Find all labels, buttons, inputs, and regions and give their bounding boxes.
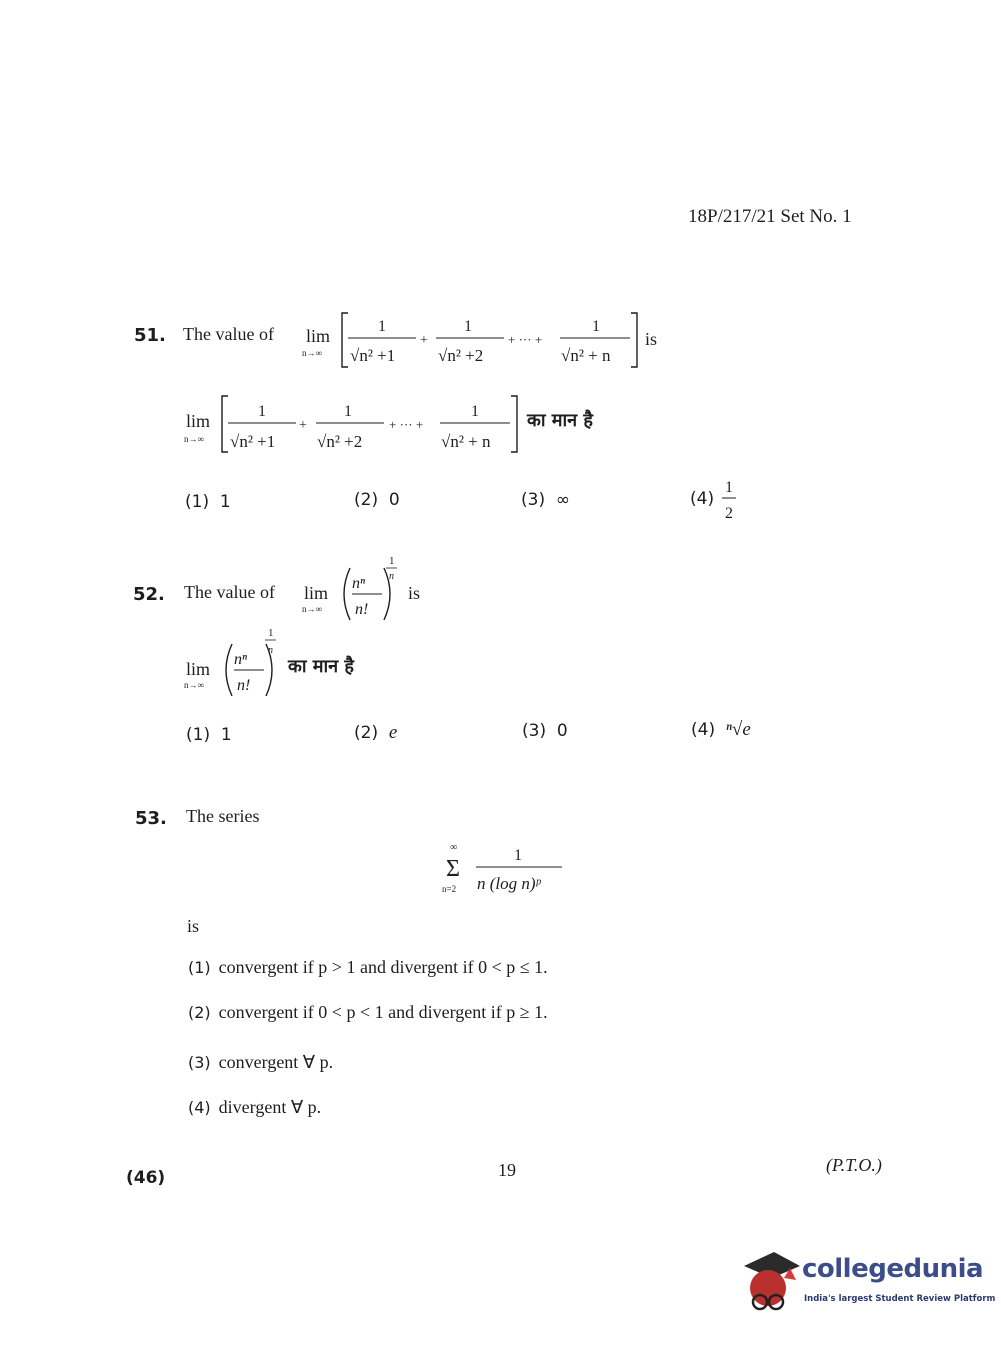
- svg-text:1: 1: [268, 627, 274, 639]
- option-1: (1) 1: [186, 725, 232, 745]
- svg-text:1: 1: [378, 318, 386, 335]
- option-3: (3) 0: [522, 721, 568, 741]
- hindi-text: का मान है: [527, 410, 593, 431]
- svg-text:1: 1: [725, 479, 733, 496]
- svg-text:+: +: [299, 418, 307, 433]
- question-number: 51.: [134, 325, 166, 346]
- option-2: (2) 0: [354, 490, 400, 510]
- mascot-icon: [740, 1250, 802, 1320]
- question-text-suffix: is: [408, 583, 421, 603]
- svg-text:lim: lim: [186, 659, 211, 679]
- hindi-text: का मान है: [288, 656, 354, 677]
- svg-text:n (log n)ᵖ: n (log n)ᵖ: [477, 874, 541, 893]
- brand-name: collegedunia: [802, 1254, 984, 1284]
- svg-text:∞: ∞: [450, 842, 458, 853]
- svg-text:n: n: [268, 645, 273, 656]
- svg-text:+: +: [420, 333, 428, 348]
- option-1: (1) convergent if p > 1 and divergent if 0 < p ≤ 1.: [188, 957, 548, 977]
- svg-text:1: 1: [464, 318, 472, 335]
- option-4: (4) ⁿ√e: [691, 719, 751, 740]
- svg-text:+ ··· +: + ··· +: [508, 332, 543, 347]
- paper-code: 18P/217/21 Set No. 1: [688, 206, 852, 227]
- svg-text:lim: lim: [306, 326, 331, 346]
- question-text: The series: [186, 806, 260, 826]
- option-4: (4) divergent ∀ p.: [188, 1097, 322, 1117]
- svg-text:nⁿ: nⁿ: [352, 575, 366, 592]
- limit-root-expression-hindi: [182, 624, 292, 696]
- svg-text:n→∞: n→∞: [184, 680, 204, 690]
- limit-expression-hindi: [182, 390, 527, 460]
- svg-text:nⁿ: nⁿ: [234, 651, 248, 668]
- question-text-after: is: [187, 916, 200, 936]
- option-1: (1) 1: [185, 492, 231, 512]
- option-3: (3) ∞: [521, 490, 571, 510]
- svg-text:n→∞: n→∞: [302, 604, 322, 614]
- pto-label: (P.T.O.): [826, 1155, 882, 1175]
- footer-code: (46): [126, 1168, 166, 1188]
- svg-text:n=2: n=2: [442, 884, 457, 894]
- svg-text:√n² +2: √n² +2: [438, 346, 484, 365]
- svg-text:n!: n!: [237, 677, 251, 694]
- svg-text:n→∞: n→∞: [184, 434, 204, 444]
- collegedunia-logo: [740, 1250, 996, 1320]
- svg-text:1: 1: [471, 403, 479, 420]
- question-text: The value of: [184, 582, 275, 602]
- limit-expression-english: [298, 305, 643, 375]
- svg-text:1: 1: [514, 847, 522, 864]
- svg-text:√n² + n: √n² + n: [441, 432, 491, 451]
- svg-text:1: 1: [344, 403, 352, 420]
- brand-tagline: India's largest Student Review Platform: [804, 1294, 996, 1304]
- svg-text:√n² +1: √n² +1: [350, 346, 396, 365]
- svg-text:Σ: Σ: [446, 856, 460, 882]
- svg-text:1: 1: [592, 318, 600, 335]
- svg-text:lim: lim: [304, 583, 329, 603]
- option-4: (4): [690, 489, 715, 509]
- page-number: 19: [498, 1160, 516, 1180]
- svg-text:2: 2: [725, 505, 733, 522]
- question-number: 53.: [135, 808, 167, 829]
- option-4-fraction: [720, 476, 740, 524]
- svg-text:n!: n!: [355, 601, 369, 618]
- option-3: (3) convergent ∀ p.: [188, 1052, 334, 1072]
- svg-text:n: n: [389, 571, 394, 582]
- series-expression: [440, 842, 570, 898]
- option-2: (2) convergent if 0 < p < 1 and divergent if p ≥ 1.: [188, 1002, 548, 1022]
- svg-text:n→∞: n→∞: [302, 348, 322, 358]
- question-number: 52.: [133, 584, 165, 605]
- question-text: The value of: [183, 324, 274, 344]
- svg-text:+ ··· +: + ··· +: [389, 417, 424, 432]
- svg-text:1: 1: [258, 403, 266, 420]
- svg-text:1: 1: [389, 555, 395, 567]
- svg-text:lim: lim: [186, 411, 211, 431]
- question-text-suffix: is: [645, 329, 658, 349]
- svg-text:√n² + n: √n² + n: [561, 346, 611, 365]
- limit-root-expression-english: [300, 552, 410, 624]
- svg-text:√n² +1: √n² +1: [230, 432, 276, 451]
- option-2: (2) e: [354, 722, 398, 743]
- svg-text:√n² +2: √n² +2: [317, 432, 363, 451]
